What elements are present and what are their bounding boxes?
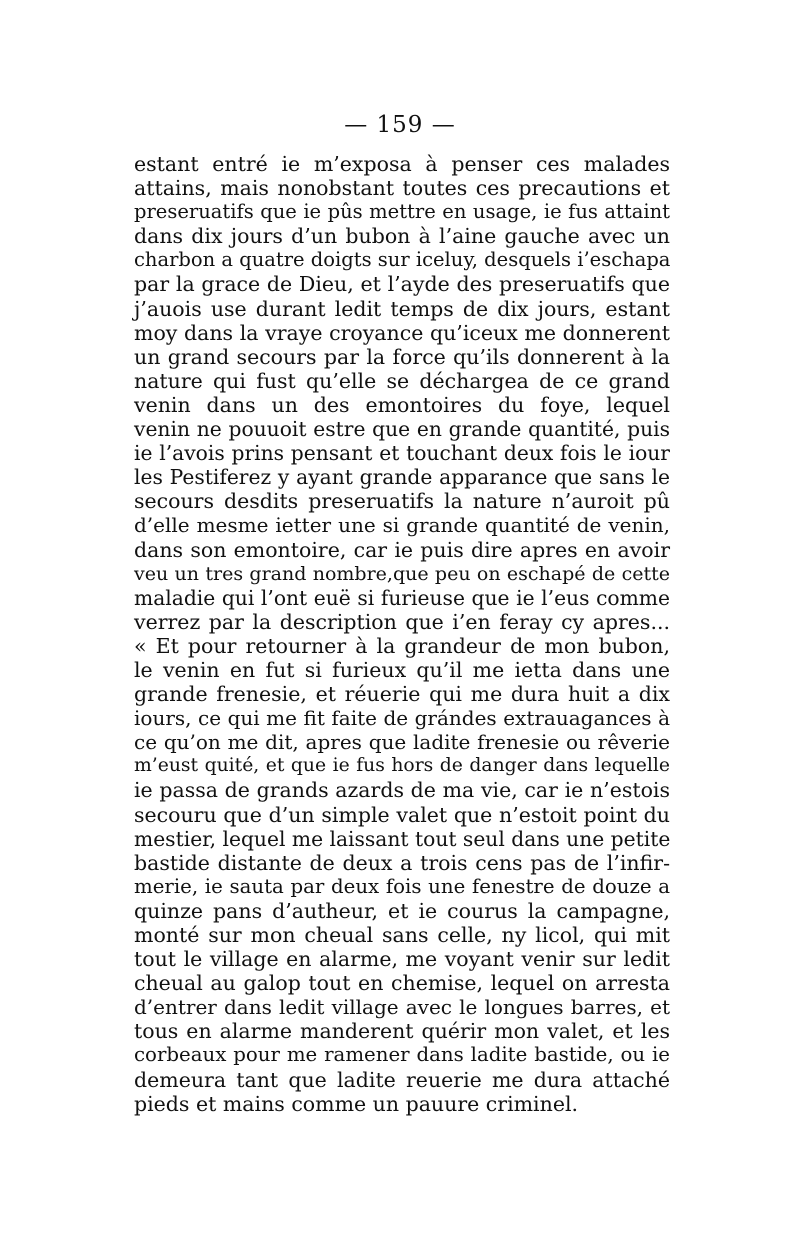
text-line: « Et pour retourner à la grandeur de mon bubon, — [134, 633, 670, 658]
text-line: monté sur mon cheual sans celle, ny licol, qui mit — [134, 923, 670, 947]
text-line: maladie qui l’ont euë si furieuse que ie l’eus comme — [134, 585, 670, 610]
text-line: demeura tant que ladite reuerie me dura attaché — [134, 1067, 670, 1092]
text-line: moy dans la vraye croyance qu’iceux me donnerent — [134, 320, 670, 345]
body-text — [134, 152, 670, 1116]
text-line: quinze pans d’autheur, et ie courus la campagne, — [134, 898, 670, 923]
text-line: estant entré ie m’exposa à penser ces malades — [134, 152, 670, 176]
text-line: un grand secours par la force qu’ils donnerent à la — [134, 344, 670, 369]
text-line: cheual au galop tout en chemise, lequel on arresta — [134, 971, 670, 996]
text-line: veu un tres grand nombre,que peu on eschapé de cette — [134, 562, 670, 585]
text-line: pieds et mains comme un pauure criminel. — [134, 1091, 579, 1116]
text-line: merie, ie sauta par deux fois une fenestre de douze a — [134, 874, 670, 898]
text-line: dans dix jours d’un bubon à l’aine gauche avec un — [134, 224, 670, 249]
text-line: secours desdits preseruatifs la nature n’auroit pû — [134, 489, 670, 514]
page-number: — 159 — — [344, 112, 456, 138]
text-line: m’eust quité, et que ie fus hors de danger dans lequelle — [134, 755, 670, 777]
text-line: tous en alarme manderent quérir mon valet, et les — [134, 1019, 670, 1044]
text-line: j’auois use durant ledit temps de dix jours, estant — [134, 296, 670, 321]
text-line: grande frenesie, et réuerie qui me dura huit a dix — [134, 682, 670, 707]
text-line: dans son emontoire, car ie puis dire apres en avoir — [134, 537, 670, 562]
text-line: le venin en fut si furieux qu’il me ietta dans une — [134, 657, 670, 682]
text-line: mestier, lequel me laissant tout seul dans une petite — [134, 826, 671, 851]
text-line: d’elle mesme ietter une si grande quantité de venin, — [134, 513, 670, 538]
text-line: attains, mais nonobstant toutes ces precautions et — [134, 176, 670, 201]
text-line: charbon a quatre doigts sur iceluy, desquels i’eschapa — [134, 248, 671, 272]
text-line: ce qu’on me dit, apres que ladite frenesie ou rêverie — [134, 730, 670, 755]
text-line: verrez par la description que i’en feray cy apres... — [134, 609, 670, 634]
text-line: venin ne pouuoit estre que en grande quantité, puis — [134, 417, 670, 442]
text-line: preseruatifs que ie pûs mettre en usage, ie fus attaint — [134, 200, 670, 224]
text-line: iours, ce qui me fit faite de grándes extrauagances à — [134, 706, 670, 731]
text-line: tout le village en alarme, me voyant venir sur ledit — [134, 947, 670, 972]
text-line: ie passa de grands azards de ma vie, car ie n’estois — [134, 778, 670, 803]
text-line: nature qui fust qu’elle se déchargea de ce grand — [134, 368, 670, 393]
text-line: ie l’avois prins pensant et touchant deux fois le iour — [134, 441, 670, 466]
text-line: par la grace de Dieu, et l’ayde des preseruatifs que — [134, 272, 670, 297]
text-line: secouru que d’un simple valet que n’estoit point du — [134, 802, 670, 827]
text-line: venin dans un des emontoires du foye, lequel — [134, 392, 670, 417]
text-line: bastide distante de deux a trois cens pas de l’infir- — [134, 850, 670, 875]
text-line: les Pestiferez y ayant grande apparance que sans le — [134, 465, 670, 490]
text-line: corbeaux pour me ramener dans ladite bastide, ou ie — [134, 1043, 670, 1067]
text-line: d’entrer dans ledit village avec le longues barres, et — [134, 995, 670, 1020]
